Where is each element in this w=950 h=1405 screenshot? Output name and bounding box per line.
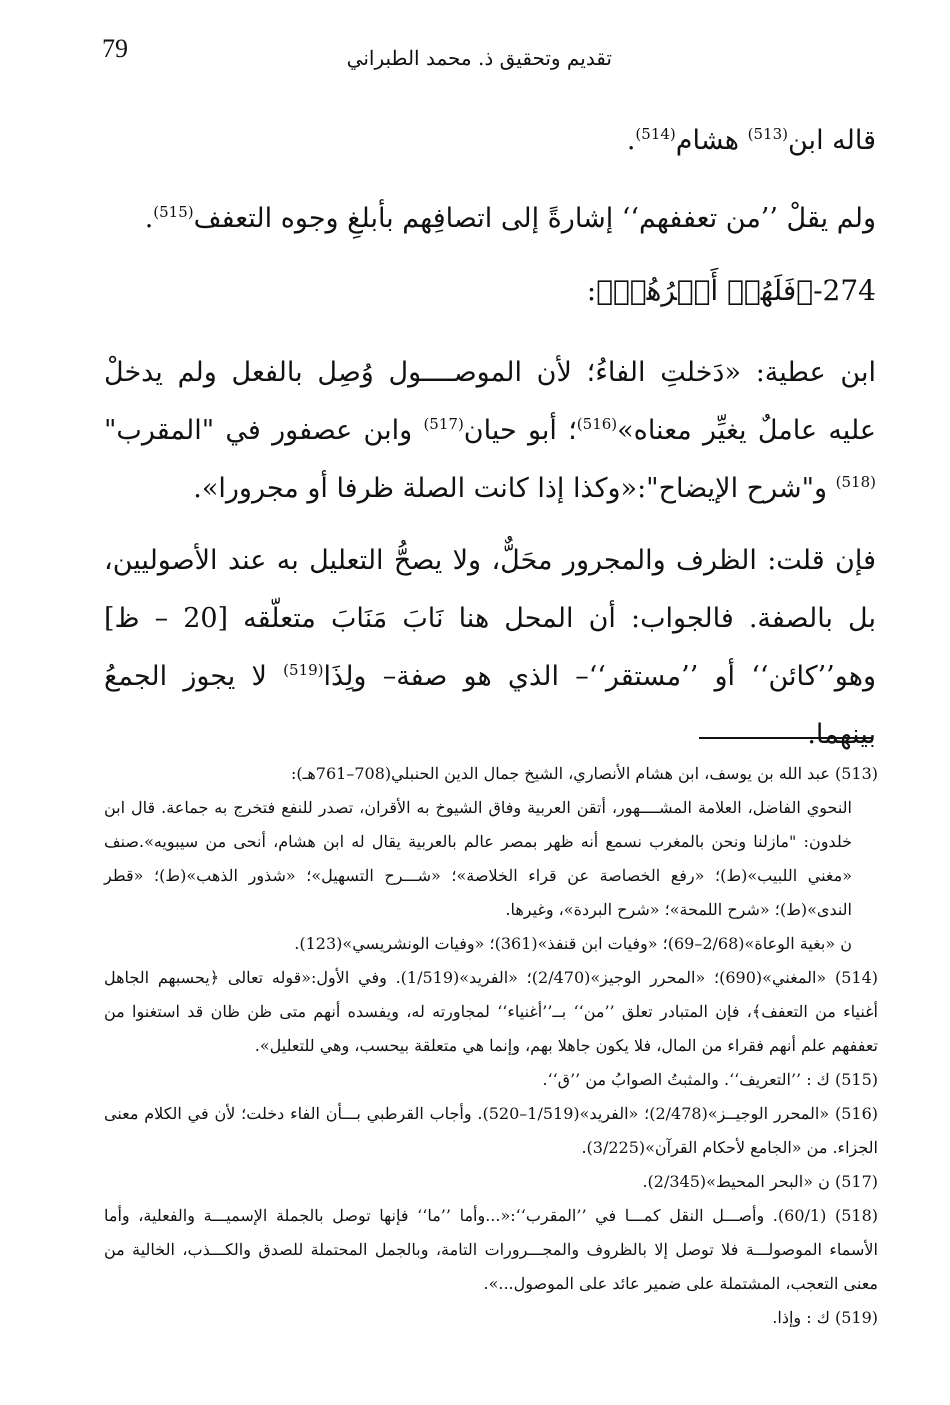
p4-text-1: فإن قلت: الظرف والمجرور محَلٌّ، ولا يصحُّ التعليل به عند الأصوليين، بل بالصفة. فالجواب: أن المحل هنا نَابَ مَنَابَ متعلّقه [20 – ظ] وهو’’كائن‘‘ أو ’’مستقر‘‘– الذي هو صفة– ولِذَا [104,545,876,692]
footnote-515 [104,1063,878,1097]
footnote-line: (514) «المغني»(690)؛ «المحرر الوجيز»(2/470)؛ «الفريد»(1/519). وفي الأول:«قوله تعالى ﴿يحسبهم الجاهل أغنياء من التعفف﴾، فإن المتبادر تعلق ’’من‘‘ بــ’’أغنياء‘‘ لمجاورته له، ويفسده أنهم متى ظن ظان قد استغنوا من تعففهم علم أنهم فقراء من المال، فلا يكون جاهلا بهم، وإنما هي متعلقة بيحسب، وهي للتعليل». [104,968,878,1055]
p3-text-4: و"شرح الإيضاح":«وكذا إذا كانت الصلة ظرفا أو مجرورا». [193,473,836,504]
footnote-517 [104,1165,878,1199]
footnote-ref-517[interactable]: (517) [423,415,464,433]
footnote-ref-515[interactable]: (515) [153,203,194,221]
paragraph-4 [104,532,876,764]
footnotes [104,757,878,1335]
page-number: 79 [102,34,128,63]
paragraph-3 [104,344,876,518]
running-head: تقديم وتحقيق ذ. محمد الطبراني [346,46,612,70]
footnote-518 [104,1199,878,1301]
footnote-ref-513[interactable]: (513) [747,125,788,143]
p4-text-2: لا يجوز الجمعُ بينهما. [104,661,876,750]
p2-text-2: . [144,203,154,234]
footnote-separator [699,737,872,739]
footnote-513 [104,757,878,961]
footnote-line: (519) ك : وإذا. [772,1308,878,1327]
paragraph-2 [104,190,876,248]
footnote-line: (518) (60/1). وأصـــل النقل كمـــا في ’’المقرب‘‘:«...وأما ’’ما‘‘ فإنها توصل بالجملة الإسميـــة والفعلية، وأما الأسماء الموصولـــة فلا توصل إلا بالظروف والمجـــرورات التامة، وبالجمل المحتملة للصدق والكـــذب، الخالية من معنى التعجب، المشتملة على ضمير عائد على الموصول...». [104,1206,879,1293]
p3-text-3: وابن عصفور في "المقرب" [104,415,424,446]
footnote-line: ن «بغية الوعاة»(2/68–69)؛ «وفيات ابن قنفذ»(361)؛ «وفيات الونشريسي»(123). [294,934,852,953]
paragraph-1 [104,112,876,170]
footnote-line: (516) «المحرر الوجيــز»(2/478)؛ «الفريد»(1/519–520). وأجاب القرطبي بـــأن الفاء دخلت؛ لأن في الكلام معنى الجزاء. من «الجامع لأحكام القرآن»(3/225). [104,1104,878,1157]
verse-colon: : [586,274,597,307]
footnote-line: (515) ك : ’’التعريف‘‘. والمثبتُ الصوابُ من ’’ق‘‘. [542,1070,878,1089]
p1-text-3: . [626,125,636,156]
footnote-line: (513) عبد الله بن يوسف، ابن هشام الأنصاري، الشيخ جمال الدين الحنبلي(708–761هـ): [291,764,878,783]
p1-text-1: قاله ابن [788,125,876,156]
footnote-ref-516[interactable]: (516) [576,415,618,433]
footnote-516 [104,1097,878,1165]
footnote-line: النحوي الفاضل، العلامة المشــــهور، أتقن العربية وفاق الشيوخ به الأقران، تصدر للنفع فتخرج به جماعة. قال ابن خلدون: "مازلنا ونحن بالمغرب نسمع أنه ظهر بمصر عالم بالعربية يقال له ابن هشام، أنحى من سيبويه».صنف «مغني اللبيب»(ط)؛ «رفع الخصاصة عن قراء الخلاصة»؛ «شـــرح التسهيل»؛ «شذور الذهب»(ط)؛ «قطر الندى»(ط)؛ «شرح اللمحة»؛ «شرح البردة»، وغيرها. [104,798,852,919]
p3-text-2: ؛ أبو حيان [463,415,577,446]
p1-text-2: هشام [675,125,748,156]
verse-number: 274- [813,274,876,307]
p3-text-1: ابن عطية: «دَخلتِ الفاءُ؛ لأن الموصــــول وُصِل بالفعل ولم يدخلْ عليه عاملٌ يغيِّر معناه» [104,357,877,446]
verse-heading [104,262,876,320]
footnote-ref-514[interactable]: (514) [635,125,676,143]
footnote-514 [104,961,878,1063]
footnote-ref-518[interactable]: (518) [835,473,876,491]
footnote-line: (517) ن «البحر المحيط»(2/345). [642,1172,878,1191]
verse-text: ﴿فَلَهُمۡ أَجۡرُهُمۡ﴾ [596,274,814,307]
footnote-519 [104,1301,878,1335]
footnote-ref-519[interactable]: (519) [283,661,324,679]
p2-text-1: ولم يقلْ ’’من تعففهم‘‘ إشارةً إلى اتصافِهم بأبلغِ وجوه التعفف [193,203,876,234]
